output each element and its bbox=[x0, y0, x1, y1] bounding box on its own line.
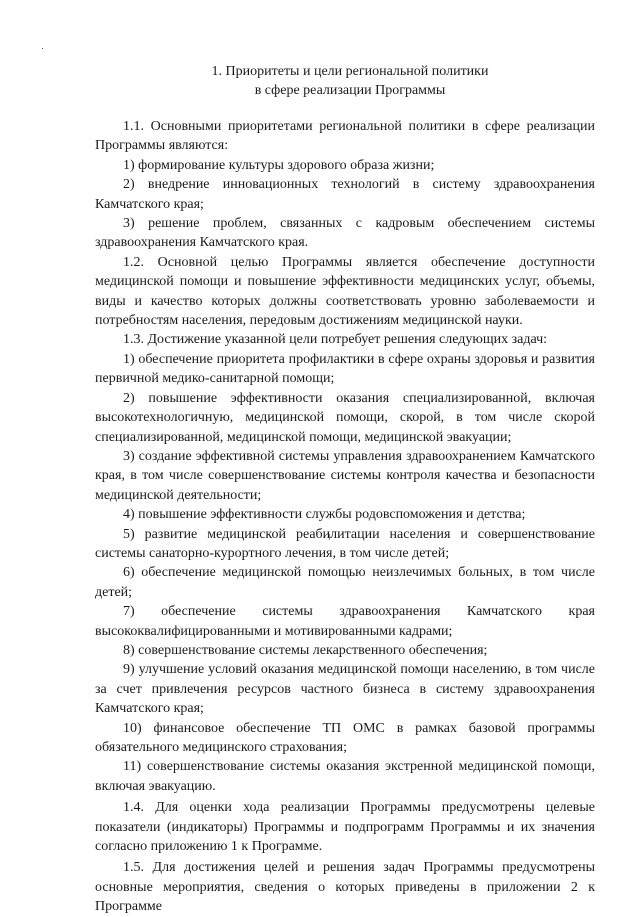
paragraph-1-4: 1.4. Для оценки хода реализации Программы предусмотрены целевые показатели (индикаторы) Программы и подпрограмм Программы и их значения согласно приложению 1 к Программе. bbox=[95, 800, 595, 855]
section-heading bbox=[0, 62, 640, 100]
paragraph-1-5: 1.5. Для достижения целей и решения задач Программы предусмотрены основные мероприятия, сведения о которых приведены в приложении 2 к Программе bbox=[95, 860, 595, 915]
task-item-1: 1) обеспечение приоритета профилактики в сфере охраны здоровья и развития первичной медико-санитарной помощи; bbox=[95, 351, 595, 387]
task-item-10: 10) финансовое обеспечение ТП ОМС в рамках базовой программы обязательного медицинского страхования; bbox=[95, 720, 595, 755]
task-item-5: 5) развитие медицинской реабилитации населения и совершенствование системы санаторно-курортного лечения, в том числе детей; bbox=[95, 526, 595, 561]
paragraph-1-3: 1.3. Достижение указанной цели потребует решения следующих задач: bbox=[123, 332, 548, 348]
task-item-3: 3) создание эффективной системы управления здравоохранением Камчатского края, в том числе совершенствование системы контроля качества и безопасности медицинской деятельности; bbox=[95, 448, 595, 503]
task-item-11: 11) совершенствование системы оказания экстренной медицинской помощи, включая эвакуацию. bbox=[95, 759, 595, 794]
heading-line-2: в сфере реализации Программы bbox=[254, 83, 446, 98]
priority-item-3: 3) решение проблем, связанных с кадровым обеспечением системы здравоохранения Камчатского края. bbox=[95, 216, 595, 251]
document-body bbox=[95, 117, 595, 917]
scan-speck bbox=[42, 48, 43, 49]
task-item-8: 8) совершенствование системы лекарственного обеспечения; bbox=[123, 642, 488, 658]
task-item-4: 4) повышение эффективности службы родовспоможения и детства; bbox=[123, 507, 526, 523]
paragraph-1-1: 1.1. Основными приоритетами региональной политики в сфере реализации Программы являются: bbox=[95, 119, 595, 154]
heading-line-1: 1. Приоритеты и цели региональной политики bbox=[211, 64, 489, 79]
priority-item-2: 2) внедрение инновационных технологий в систему здравоохранения Камчатского края; bbox=[95, 177, 595, 212]
paragraph-1-2: 1.2. Основной целью Программы является обеспечение доступности медицинской помощи и повышение эффективности медицинских услуг, объемы, виды и качество которых должны соответствовать уровню заболеваемости и потребностям населения, передовым достижениям медицинской науки. bbox=[95, 254, 595, 329]
priority-item-1: 1) формирование культуры здорового образа жизни; bbox=[123, 157, 435, 173]
task-item-9: 9) улучшение условий оказания медицинской помощи населению, в том числе за счет привлечения ресурсов частного бизнеса в систему здравоохранения Камчатского края; bbox=[95, 662, 595, 717]
task-item-7: 7) обеспечение системы здравоохранения Камчатского края высококвалифицированными и мотивированными кадрами; bbox=[95, 604, 595, 639]
task-item-6: 6) обеспечение медицинской помощью неизлечимых больных, в том числе детей; bbox=[95, 565, 595, 600]
task-item-2: 2) повышение эффективности оказания специализированной, включая высокотехнологичную, медицинской помощи, скорой, в том числе скорой специализированной, медицинской помощи, медицинской эвакуации; bbox=[95, 390, 595, 445]
